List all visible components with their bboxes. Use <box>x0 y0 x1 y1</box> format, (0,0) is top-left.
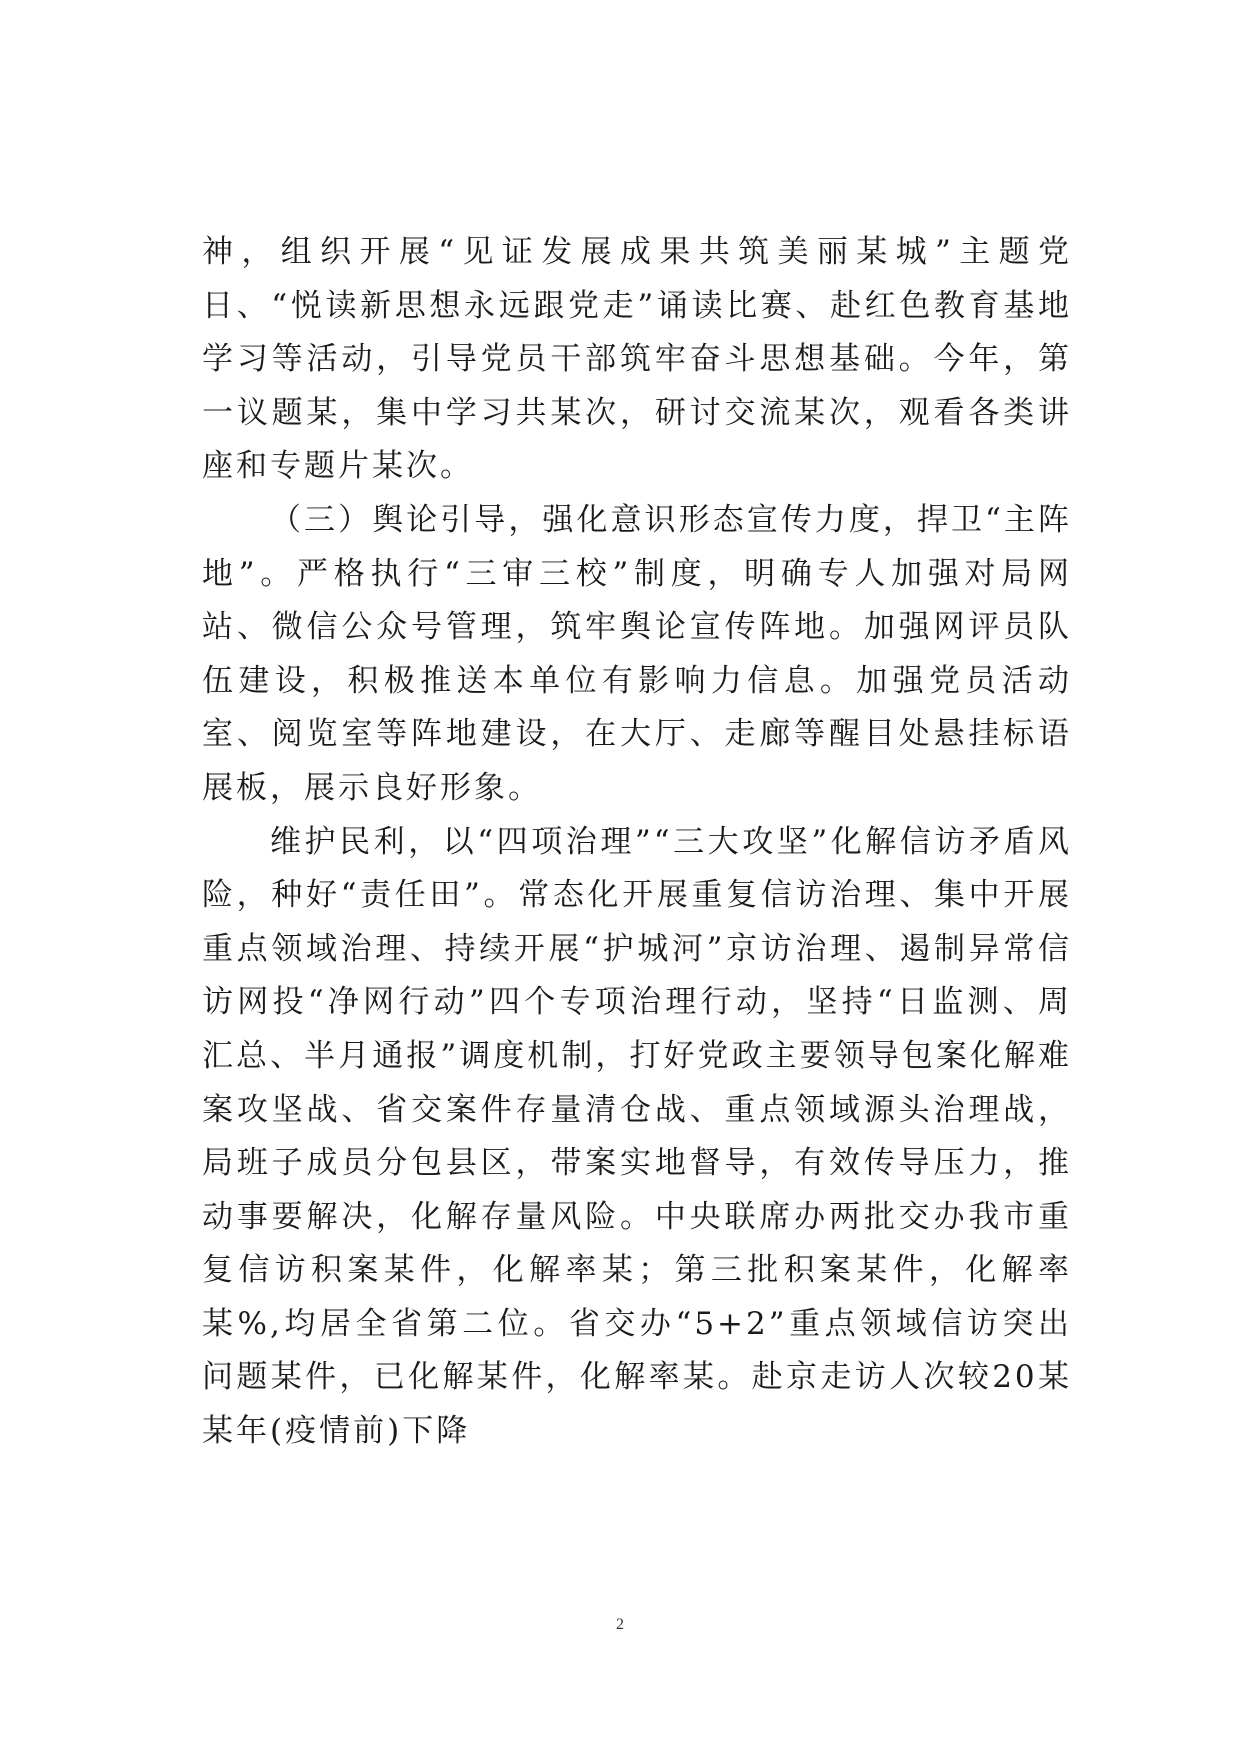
page-number: 2 <box>616 1616 624 1633</box>
paragraph-study-activities: 神，组织开展“见证发展成果共筑美丽某城”主题党日、“悦读新思想永远跟党走”诵读比赛、赴红色教育基地学习等活动，引导党员干部筑牢奋斗思想基础。今年，第一议题某，集中学习共某次，研讨交流某次，观看各类讲座和专题片某次。 <box>202 234 1072 485</box>
paragraph-public-opinion: （三）舆论引导，强化意识形态宣传力度，捍卫“主阵地”。严格执行“三审三校”制度，明确专人加强对局网站、微信公众号管理，筑牢舆论宣传阵地。加强网评员队伍建设，积极推送本单位有影响力信息。加强党员活动室、阅览室等阵地建设，在大厅、走廊等醒目处悬挂标语展板，展示良好形象。 <box>202 501 1072 806</box>
paragraph-petition-governance: 维护民利，以“四项治理”“三大攻坚”化解信访矛盾风险，种好“责任田”。常态化开展重复信访治理、集中开展重点领域治理、持续开展“护城河”京访治理、遏制异常信访网投“净网行动”四个专项治理行动，坚持“日监测、周汇总、半月通报”调度机制，打好党政主要领导包案化解难案攻坚战、省交案件存量清仓战、重点领域源头治理战，局班子成员分包县区，带案实地督导，有效传导压力，推动事要解决，化解存量风险。中央联席办两批交办我市重复信访积案某件，化解率某；第三批积案某件，化解率某%,均居全省第二位。省交办“5+2”重点领域信访突出问题某件，已化解某件，化解率某。赴京走访人次较20某某年(疫情前)下降 <box>202 823 1072 1450</box>
body-text <box>202 226 1072 1459</box>
